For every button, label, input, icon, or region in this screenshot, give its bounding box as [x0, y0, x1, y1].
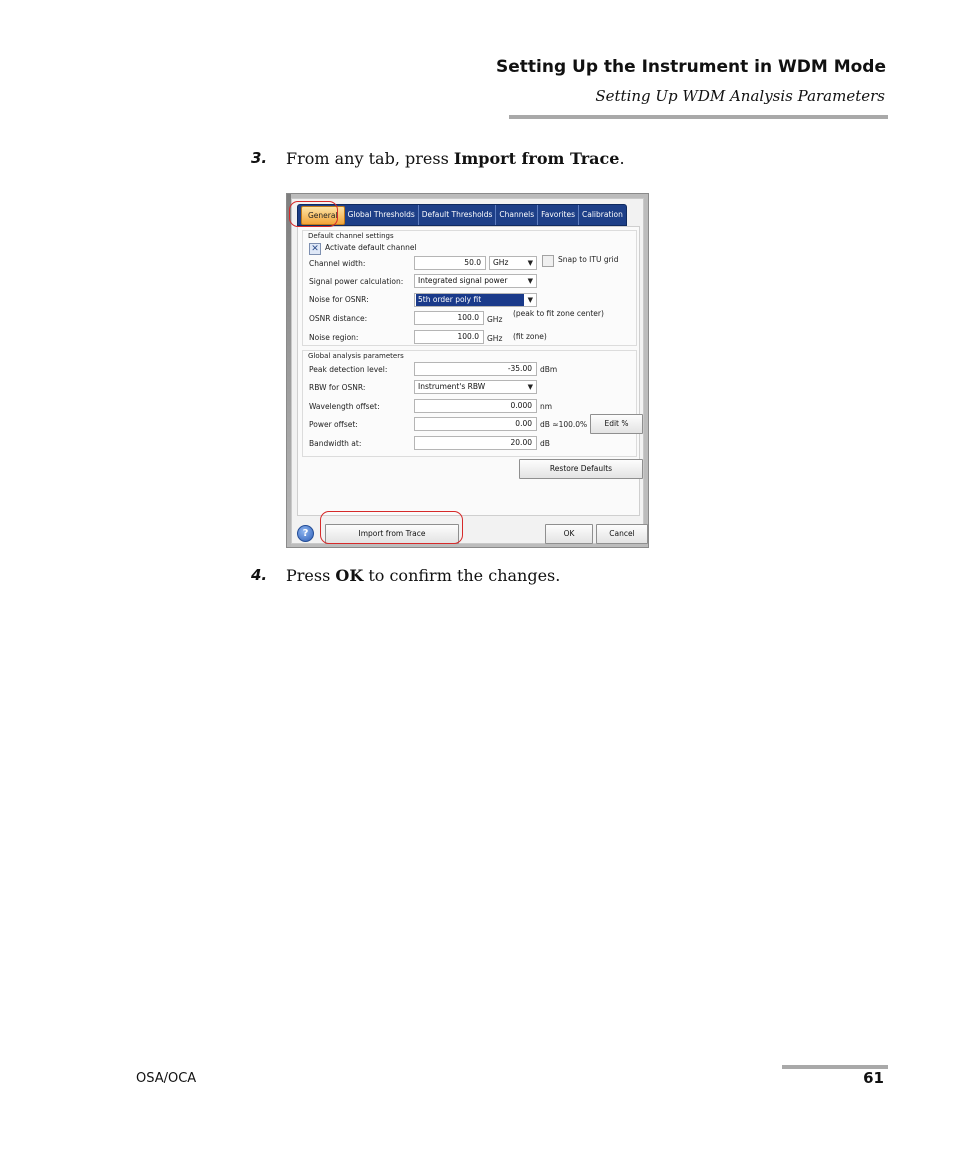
activate-default-channel-checkbox[interactable]: ✕: [309, 243, 321, 255]
snap-to-itu-label: Snap to ITU grid: [558, 255, 619, 264]
chevron-down-icon: ▼: [527, 296, 533, 304]
ok-button[interactable]: OK: [545, 524, 593, 544]
general-panel: [297, 226, 640, 516]
tab-global-thresholds[interactable]: Global Thresholds: [345, 205, 419, 225]
osnr-distance-label: OSNR distance:: [309, 314, 368, 323]
running-header-title: Setting Up the Instrument in WDM Mode: [495, 57, 886, 77]
step-text: Press OK to confirm the changes.: [286, 566, 561, 585]
channel-width-label: Channel width:: [309, 259, 366, 268]
cancel-button[interactable]: Cancel: [596, 524, 648, 544]
osnr-distance-field[interactable]: 100.0: [414, 311, 484, 325]
chevron-down-icon: ▼: [527, 383, 533, 391]
wavelength-offset-field[interactable]: 0.000: [414, 399, 537, 413]
osnr-distance-note: (peak to fit zone center): [513, 309, 604, 318]
restore-defaults-button[interactable]: Restore Defaults: [519, 459, 643, 479]
power-offset-unit: dB ≈100.0%: [540, 420, 588, 429]
channel-width-unit-select[interactable]: GHz ▼: [489, 256, 537, 270]
peak-detection-field[interactable]: -35.00: [414, 362, 537, 376]
tab-default-thresholds[interactable]: Default Thresholds: [419, 205, 497, 225]
chevron-down-icon: ▼: [527, 277, 533, 285]
snap-to-itu-checkbox[interactable]: [542, 255, 554, 267]
step-text: From any tab, press Import from Trace.: [286, 149, 625, 168]
dialog-body: [291, 198, 644, 544]
power-offset-label: Power offset:: [309, 420, 358, 429]
noise-region-unit: GHz: [487, 334, 503, 343]
signal-power-select[interactable]: Integrated signal power ▼: [414, 274, 537, 288]
noise-osnr-label: Noise for OSNR:: [309, 295, 369, 304]
running-header-subtitle: Setting Up WDM Analysis Parameters: [595, 87, 885, 105]
activate-default-channel-label: Activate default channel: [325, 243, 417, 252]
rbw-osnr-label: RBW for OSNR:: [309, 383, 366, 392]
page-number: 61: [863, 1069, 884, 1087]
wavelength-offset-unit: nm: [540, 402, 553, 411]
step-bold-term: Import from Trace: [453, 149, 620, 168]
tab-calibration[interactable]: Calibration: [582, 210, 623, 219]
bandwidth-field[interactable]: 20.00: [414, 436, 537, 450]
help-icon[interactable]: ?: [297, 525, 314, 542]
settings-dialog-screenshot: [286, 193, 649, 548]
header-rule: [509, 115, 888, 119]
noise-region-field[interactable]: 100.0: [414, 330, 484, 344]
wavelength-offset-label: Wavelength offset:: [309, 402, 380, 411]
peak-detection-unit: dBm: [540, 365, 558, 374]
step-number: 4.: [251, 566, 268, 584]
group-title: Global analysis parameters: [308, 352, 404, 360]
default-channel-settings-group: [302, 230, 637, 346]
noise-region-label: Noise region:: [309, 333, 359, 342]
noise-osnr-select[interactable]: 5th order poly fit ▼: [414, 293, 537, 307]
tab-bar: [297, 204, 627, 226]
import-from-trace-button[interactable]: Import from Trace: [325, 524, 459, 544]
group-title: Default channel settings: [308, 232, 394, 240]
rbw-osnr-select[interactable]: Instrument's RBW ▼: [414, 380, 537, 394]
power-offset-field[interactable]: 0.00: [414, 417, 537, 431]
tab-favorites[interactable]: Favorites: [538, 205, 579, 225]
signal-power-label: Signal power calculation:: [309, 277, 404, 286]
global-analysis-group: [302, 350, 637, 457]
peak-detection-label: Peak detection level:: [309, 365, 388, 374]
noise-region-note: (fit zone): [513, 332, 547, 341]
channel-width-field[interactable]: 50.0: [414, 256, 486, 270]
footer-product: OSA/OCA: [136, 1071, 197, 1086]
bandwidth-unit: dB: [540, 439, 550, 448]
step-bold-term: OK: [335, 566, 364, 585]
step-number: 3.: [251, 149, 268, 167]
tab-general[interactable]: General: [301, 206, 345, 225]
chevron-down-icon: ▼: [527, 259, 533, 267]
osnr-distance-unit: GHz: [487, 315, 503, 324]
edit-percent-button[interactable]: Edit %: [590, 414, 643, 434]
tab-channels[interactable]: Channels: [496, 205, 538, 225]
bandwidth-label: Bandwidth at:: [309, 439, 362, 448]
